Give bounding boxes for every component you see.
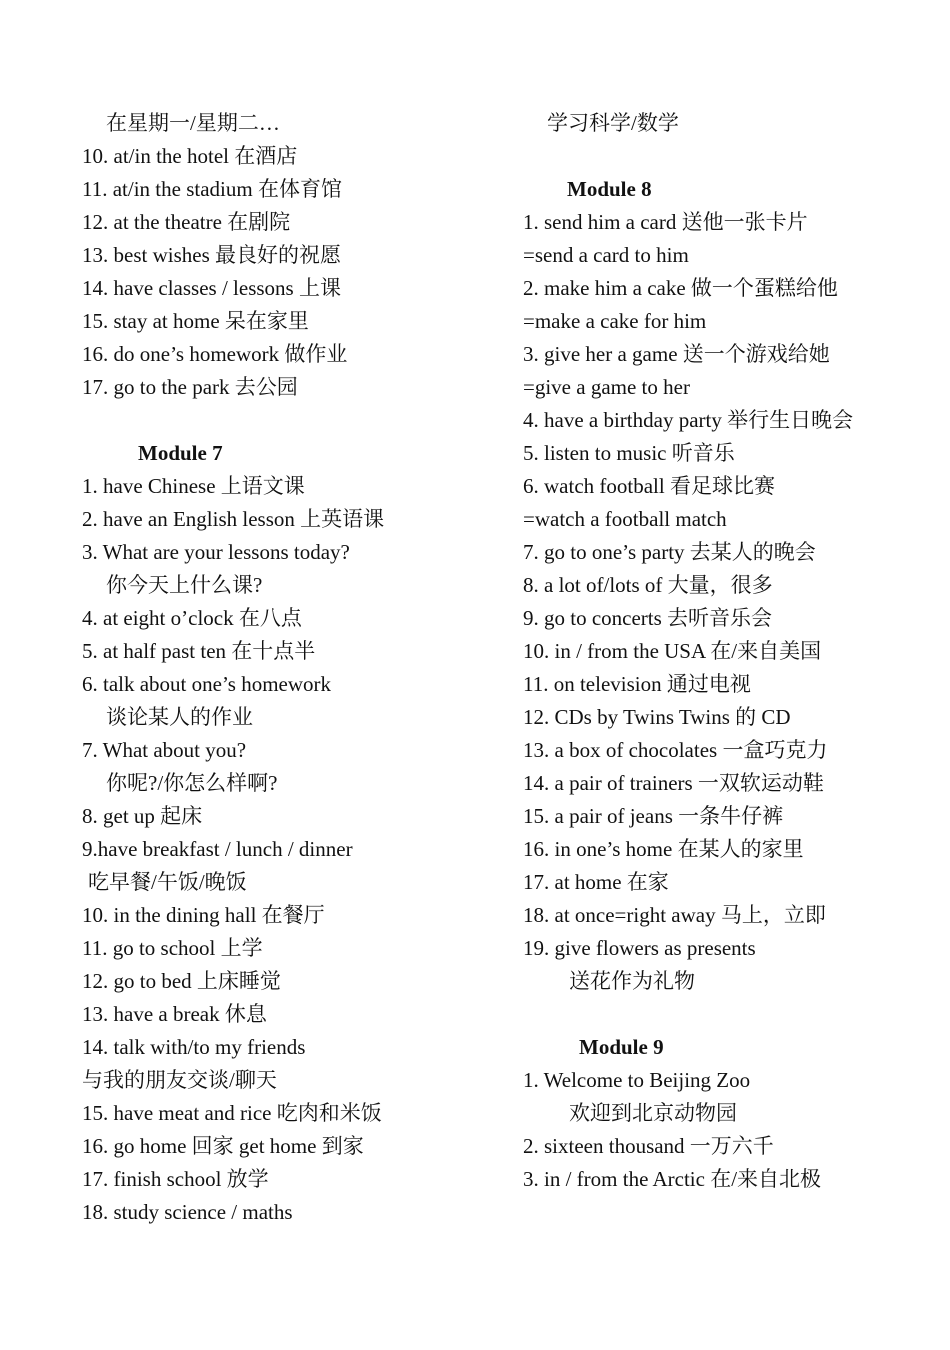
phrase-line: 12. CDs by Twins Twins 的 CD — [523, 705, 791, 729]
phrase-line: 5. at half past ten 在十点半 — [82, 639, 316, 663]
phrase-line: 15. have meat and rice 吃肉和米饭 — [82, 1101, 382, 1125]
phrase-line: 19. give flowers as presents — [523, 936, 756, 960]
phrase-line: 15. stay at home 呆在家里 — [82, 309, 309, 333]
module-heading: Module 7 — [138, 441, 223, 465]
phrase-line: 9. go to concerts 去听音乐会 — [523, 606, 773, 630]
phrase-line: 4. have a birthday party 举行生日晚会 — [523, 408, 854, 432]
phrase-line: 5. listen to music 听音乐 — [523, 441, 735, 465]
phrase-line: 3. give her a game 送一个游戏给她 — [523, 342, 830, 366]
phrase-line: 7. go to one’s party 去某人的晚会 — [523, 540, 816, 564]
phrase-line: 11. at/in the stadium 在体育馆 — [82, 177, 342, 201]
phrase-line: 3. in / from the Arctic 在/来自北极 — [523, 1167, 822, 1191]
phrase-line: 16. in one’s home 在某人的家里 — [523, 837, 804, 861]
phrase-line: 17. at home 在家 — [523, 870, 669, 894]
phrase-line: 8. get up 起床 — [82, 804, 203, 828]
phrase-line: 6. watch football 看足球比赛 — [523, 474, 775, 498]
left-column — [82, 107, 502, 1229]
phrase-line: 欢迎到北京动物园 — [569, 1101, 737, 1125]
phrase-line: 11. on television 通过电视 — [523, 672, 751, 696]
phrase-line: 1. have Chinese 上语文课 — [82, 474, 305, 498]
blank-line — [82, 404, 502, 437]
phrase-line: 16. go home 回家 get home 到家 — [82, 1134, 364, 1158]
phrase-line: 你今天上什么课? — [106, 573, 263, 597]
phrase-line: 18. at once=right away 马上，立即 — [523, 903, 826, 927]
phrase-line: 在星期一/星期二… — [106, 111, 280, 135]
phrase-line: 13. a box of chocolates 一盒巧克力 — [523, 738, 828, 762]
phrase-line: 14. have classes / lessons 上课 — [82, 276, 341, 300]
module-heading: Module 9 — [579, 1035, 664, 1059]
blank-line — [523, 140, 883, 173]
phrase-line: 3. What are your lessons today? — [82, 540, 350, 564]
phrase-line: 12. go to bed 上床睡觉 — [82, 969, 281, 993]
phrase-line: 谈论某人的作业 — [106, 705, 253, 729]
phrase-line: =watch a football match — [523, 507, 727, 531]
phrase-line: 15. a pair of jeans 一条牛仔裤 — [523, 804, 784, 828]
module-heading: Module 8 — [567, 177, 652, 201]
phrase-line: 6. talk about one’s homework — [82, 672, 332, 696]
phrase-line: 7. What about you? — [82, 738, 247, 762]
phrase-line: 1. Welcome to Beijing Zoo — [523, 1068, 751, 1092]
phrase-line: 吃早餐/午饭/晚饭 — [88, 870, 247, 894]
phrase-line: 17. go to the park 去公园 — [82, 375, 298, 399]
phrase-line: 4. at eight o’clock 在八点 — [82, 606, 302, 630]
phrase-line: 14. a pair of trainers 一双软运动鞋 — [523, 771, 824, 795]
phrase-line: 2. make him a cake 做一个蛋糕给他 — [523, 276, 838, 300]
phrase-line: 16. do one’s homework 做作业 — [82, 342, 348, 366]
phrase-line: 2. sixteen thousand 一万六千 — [523, 1134, 774, 1158]
phrase-line: 12. at the theatre 在剧院 — [82, 210, 291, 234]
phrase-line: 1. send him a card 送他一张卡片 — [523, 210, 808, 234]
phrase-line: 13. have a break 休息 — [82, 1002, 267, 1026]
phrase-line: 10. in / from the USA 在/来自美国 — [523, 639, 822, 663]
phrase-line: 你呢?/你怎么样啊? — [106, 771, 278, 795]
phrase-line: 8. a lot of/lots of 大量，很多 — [523, 573, 773, 597]
phrase-line: 与我的朋友交谈/聊天 — [82, 1068, 277, 1092]
phrase-line: 送花作为礼物 — [569, 969, 695, 993]
blank-line — [523, 998, 883, 1031]
phrase-line: 9.have breakfast / lunch / dinner — [82, 837, 353, 861]
phrase-line: 2. have an English lesson 上英语课 — [82, 507, 385, 531]
phrase-line: =make a cake for him — [523, 309, 707, 333]
phrase-line: 18. study science / maths — [82, 1200, 293, 1224]
phrase-line: 13. best wishes 最良好的祝愿 — [82, 243, 341, 267]
phrase-line: 学习科学/数学 — [547, 111, 679, 135]
phrase-line: =send a card to him — [523, 243, 689, 267]
phrase-line: 11. go to school 上学 — [82, 936, 263, 960]
phrase-line: 10. in the dining hall 在餐厅 — [82, 903, 325, 927]
phrase-line: 10. at/in the hotel 在酒店 — [82, 144, 298, 168]
phrase-line: =give a game to her — [523, 375, 690, 399]
phrase-line: 17. finish school 放学 — [82, 1167, 269, 1191]
phrase-line: 14. talk with/to my friends — [82, 1035, 306, 1059]
right-column — [523, 107, 883, 1196]
